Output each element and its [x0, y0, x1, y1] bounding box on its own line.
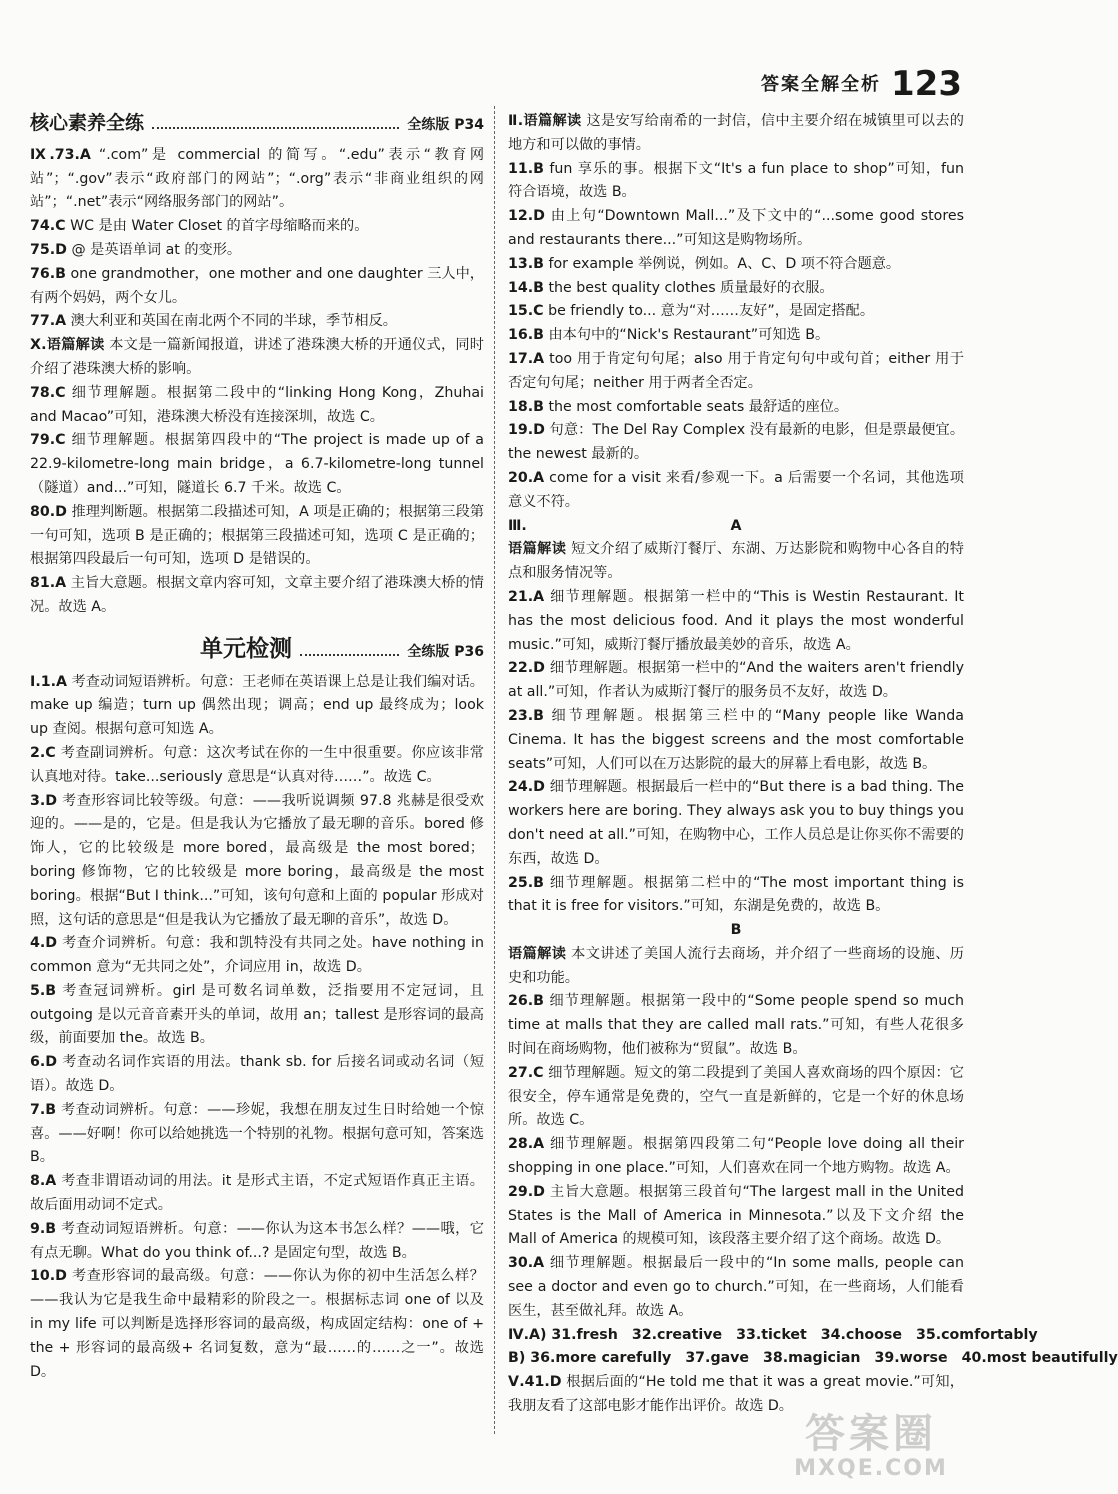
answer-number: 26.B — [508, 993, 544, 1010]
section-ref: 全练版 P34 — [407, 117, 484, 133]
answer-item — [508, 205, 964, 253]
answer-number: 7.B — [30, 1101, 57, 1118]
fill-answer: 33.ticket — [736, 1326, 807, 1343]
answer-number: 75.D — [30, 241, 67, 258]
answer-number: 6.D — [30, 1054, 58, 1071]
answer-text: 细节理解题。根据第一段中的“Some people spend so much time at malls that they are called mall rats.”可知，有些人花很多时间在商场购物，他们被称为“贸鼠”。故选 B。 — [508, 993, 964, 1058]
answer-text: 考查冠词辨析。girl 是可数名词单数，泛指要用不定冠词，且 outgoing 是以元音音素开头的单词，故用 an；tallest 是形容词的最高级，前面要加 the。故选 B。 — [30, 982, 484, 1047]
answer-number: 23.B — [508, 707, 544, 724]
answer-text: 细节理解题。短文的第二段提到了美国人喜欢商场的四个原因：它很安全，停车通常是免费的，空气一直是新鲜的，它是一个好的休息场所。故选 C。 — [508, 1064, 964, 1129]
leader-dots — [152, 115, 399, 129]
fill-answer: 32.creative — [631, 1326, 723, 1343]
fill-answer: 35.comfortably — [916, 1326, 1038, 1343]
answer-number: 8.A — [30, 1173, 57, 1190]
answer-text: 细节理解题。根据第二段中的“linking Hong Kong，Zhuhai and Macao”可知，港珠澳大桥没有连接深圳，故选 C。 — [30, 384, 485, 425]
answer-text: the most comfortable seats 最舒适的座位。 — [548, 398, 849, 415]
answer-number: 79.C — [30, 432, 66, 449]
answer-number: 4.D — [30, 935, 58, 952]
answer-item — [508, 253, 964, 277]
page-number: 123 — [891, 64, 962, 104]
answer-item — [30, 334, 484, 382]
answer-text: fun 享乐的事。根据下文“It's a fun place to shop”可知，fun 符合语境，故选 B。 — [508, 160, 964, 201]
answer-text: 考查介词辨析。句意：我和凯特没有共同之处。have nothing in common 意为“无共同之处”，介词应用 in，故选 D。 — [30, 935, 484, 976]
answer-number: 19.D — [508, 422, 545, 439]
answer-text: 由本句中的“Nick's Restaurant”可知选 B。 — [548, 327, 830, 344]
answer-text: WC 是由 Water Closet 的首字母缩略而来的。 — [70, 218, 369, 235]
answer-number: 24.D — [508, 779, 545, 796]
column-divider — [494, 106, 495, 1434]
answer-item — [30, 980, 484, 1051]
answer-number: 14.B — [508, 279, 544, 296]
answer-number: 77.A — [30, 313, 67, 330]
answer-list-part-3b — [508, 943, 964, 1324]
answer-text: 考查动词短语辨析。句意：王老师在英语课上总是让我们编对话。make up 编造；turn up 偶然出现；调高；end up 最终成为；look up 查阅。根据句意可知选 A。 — [30, 673, 484, 738]
answer-text: 根据后面的“He told me that it was a great movie.”可知，我朋友看了这部电影才能作出评价。故选 D。 — [508, 1374, 964, 1415]
fill-answer: 39.worse — [874, 1350, 948, 1367]
answer-item — [30, 263, 484, 311]
answer-item — [508, 396, 964, 420]
answer-item — [508, 872, 964, 920]
answer-item — [508, 348, 964, 396]
answer-text: 本文讲述了美国人流行去商场，并介绍了一些商场的设施、历史和功能。 — [508, 945, 964, 986]
answer-text: come for a visit 来看/参观一下。a 后需要一个名词，其他选项意义不符。 — [508, 469, 964, 510]
answer-text: 澳大利亚和英国在南北两个不同的半球，季节相反。 — [70, 313, 397, 330]
answer-item — [508, 1062, 964, 1133]
answer-text: 细节理解题。根据第二栏中的“The most important thing is that it is free for visitors.”可知，东湖是免费的，故选 B。 — [508, 874, 964, 915]
fill-answer: 38.magician — [763, 1350, 861, 1367]
answer-number: 5.B — [30, 982, 57, 999]
answer-number: 12.D — [508, 208, 545, 225]
part-4-row-a — [508, 1324, 1038, 1348]
answer-item — [30, 932, 484, 980]
answer-item — [30, 239, 484, 263]
answer-text: 细节理解题。根据最后一段中的“In some malls, people can see a doctor and even go to church.”可知，在一些商场，人们能看医生，甚至做礼拜。故选 A。 — [508, 1255, 964, 1319]
answer-item — [30, 1265, 484, 1384]
page-header — [761, 62, 962, 102]
answer-item — [30, 215, 484, 239]
answer-item — [508, 776, 964, 871]
answer-item — [30, 429, 484, 500]
answer-text: 这是安写给南希的一封信，信中主要介绍在城镇里可以去的地方和可以做的事情。 — [508, 113, 964, 153]
answer-list-core — [30, 144, 484, 620]
answer-number: Ⅰ.1.A — [30, 673, 67, 690]
answer-text: 细节理解题。根据最后一栏中的“But there is a bad thing. The workers here are boring. They always ask you to buy things you don't need at all.”可知，在购物中心，工作人员总是让你买你不需要的东西，故选 D。 — [508, 779, 964, 867]
answer-item — [508, 324, 964, 348]
answer-number: 80.D — [30, 503, 67, 520]
answer-text: 由上句“Downtown Mall...”及下文中的“...some good stores and restaurants there...”可知这是购物场所。 — [508, 208, 964, 248]
section-ref: 全练版 P36 — [407, 643, 484, 660]
answer-text: 细节理解题。根据第一栏中的“And the waiters aren't friendly at all.”可知，作者认为威斯汀餐厅的服务员不友好，故选 D。 — [508, 660, 964, 701]
watermark-url: MXQE.COM — [794, 1456, 948, 1481]
answer-text: 细节理解题。根据第三栏中的“Many people like Wanda Cinema. It has the biggest screens and the most comfortable seats”可知，人们可以在万达影院的最大的屏幕上看电影，故选 B。 — [508, 707, 964, 772]
answer-item — [508, 419, 964, 467]
answer-item — [30, 310, 484, 334]
answer-item — [508, 1252, 964, 1323]
answer-item — [508, 1181, 964, 1252]
answer-item — [508, 110, 964, 158]
section-title: 单元检测 — [200, 635, 292, 662]
answer-number: 28.A — [508, 1136, 545, 1153]
answer-number: 20.A — [508, 469, 545, 486]
answer-number: 27.C — [508, 1064, 544, 1081]
watermark-logo — [766, 1412, 976, 1482]
answer-number: 9.B — [30, 1220, 57, 1237]
answer-text: 短文介绍了威斯汀餐厅、东湖、万达影院和购物中心各自的特点和服务情况等。 — [508, 541, 964, 582]
answer-item — [30, 1051, 484, 1099]
answer-item — [508, 943, 964, 991]
answer-number: 11.B — [508, 160, 544, 177]
answer-number: Ⅸ.73.A — [30, 146, 91, 163]
fill-answer: 40.most beautifully — [961, 1350, 1118, 1367]
answer-text: 考查动名词作宾语的用法。thank sb. for 后接名词或动名词（短语）。故选 D。 — [30, 1054, 485, 1095]
answer-number: Ⅴ.41.D — [508, 1374, 562, 1391]
answer-number: 21.A — [508, 588, 545, 605]
answer-number: 16.B — [508, 327, 544, 344]
answer-text: the best quality clothes 质量最好的衣服。 — [548, 279, 834, 296]
answer-item — [30, 382, 484, 430]
answer-item — [508, 538, 964, 586]
part-b-label: B — [730, 922, 742, 939]
section-heading-core — [30, 112, 484, 138]
answer-number: 30.A — [508, 1255, 545, 1272]
answer-text: 考查非谓语动词的用法。it 是形式主语，不定式短语作真正主语。故后面用动词不定式。 — [30, 1173, 484, 1214]
answer-number: 2.C — [30, 744, 56, 761]
answer-number: 25.B — [508, 874, 544, 891]
answer-text: 主旨大意题。根据第三段首句“The largest mall in the United States is the Mall of America in Minnesota.”以及下文介绍 the Mall of America 的规模可知，该段落主要介绍了这个商场。故选 D。 — [508, 1183, 964, 1248]
answer-item — [30, 1170, 484, 1218]
answer-number: 81.A — [30, 575, 67, 592]
fill-answer: Ⅳ.A) 31.fresh — [508, 1326, 618, 1343]
answer-text: too 用于肯定句句尾；also 用于肯定句句中或句首；either 用于否定句句尾；neither 用于两者全否定。 — [508, 350, 965, 391]
answer-item — [508, 705, 964, 776]
section-heading-unit-test — [30, 635, 484, 665]
answer-item — [508, 990, 964, 1061]
answer-item — [508, 277, 964, 301]
answer-item — [508, 158, 964, 206]
answer-text: “.com”是 commercial 的简写。“.edu”表示“教育网站”；“.gov”表示“政府部门的网站”；“.org”表示“非商业组织的网站”；“.net”表示“网络服务部门的网站”。 — [30, 146, 485, 211]
section-title: 核心素养全练 — [30, 112, 145, 134]
answer-text: 细节理解题。根据第一栏中的“This is Westin Restaurant. It has the most delicious food. And it plays the most wonderful music.”可知，威斯汀餐厅播放最美妙的音乐，故选 A。 — [508, 588, 964, 653]
fill-answer: 34.choose — [820, 1326, 902, 1343]
answer-text: 细节理解题。根据第四段中的“The project is made up of a 22.9-kilometre-long main bridge，a 6.7-kilometre-long tunnel（隧道）and...”可知，隧道长 6.7 千米。故选 C。 — [30, 432, 484, 496]
header-title: 答案全解全析 — [761, 74, 882, 95]
answer-number: 29.D — [508, 1183, 545, 1200]
answer-list-part-2 — [508, 110, 964, 515]
answer-item — [30, 790, 484, 933]
answer-number: 10.D — [30, 1268, 67, 1285]
answer-text: 细节理解题。根据第四段第二句“People love doing all their shopping in one place.”可知，人们喜欢在同一个地方购物。故选 A。 — [508, 1136, 964, 1177]
answer-item — [508, 1133, 964, 1181]
answer-number: 13.B — [508, 255, 544, 272]
answer-item — [30, 671, 484, 742]
answer-number: 74.C — [30, 218, 66, 235]
answer-text: 句意：The Del Ray Complex 没有最新的电影，但是票最便宜。the newest 最新的。 — [508, 422, 965, 463]
answer-item — [30, 144, 484, 215]
answer-text: one grandmother，one mother and one daughter 三人中，有两个妈妈，两个女儿。 — [30, 265, 484, 306]
answer-number: 语篇解读 — [508, 945, 567, 962]
answer-text: 考查副词辨析。句意：这次考试在你的一生中很重要。你应该非常认真地对待。take...seriously 意思是“认真对待……”。故选 C。 — [30, 744, 484, 785]
answer-item — [30, 501, 484, 572]
answer-text: for example 举例说，例如。A、C、D 项不符合题意。 — [548, 255, 901, 272]
answer-text: 考查动词短语辨析。句意：——你认为这本书怎么样？——哦，它有点无聊。What do you think of...? 是固定句型，故选 B。 — [30, 1220, 484, 1261]
answer-item — [30, 1099, 484, 1170]
answer-number: 15.C — [508, 303, 544, 320]
part-3-label: Ⅲ. — [508, 517, 527, 534]
answer-number: 76.B — [30, 265, 66, 282]
left-column — [30, 110, 484, 1454]
answer-item — [30, 1218, 484, 1266]
answer-number: 3.D — [30, 792, 58, 809]
answer-item — [508, 586, 964, 657]
answer-text: @ 是英语单词 at 的变形。 — [71, 241, 242, 258]
watermark-text: 答案圈 — [805, 1411, 937, 1457]
fill-answer: B) 36.more carefully — [508, 1350, 672, 1367]
part-a-label: A — [730, 517, 742, 534]
answer-number: 78.C — [30, 384, 66, 401]
answer-number: 22.D — [508, 660, 545, 677]
answer-text: be friendly to... 意为“对……友好”，是固定搭配。 — [548, 303, 875, 320]
answer-number: 17.A — [508, 350, 545, 367]
leader-dots — [300, 642, 399, 656]
answer-text: 推理判断题。根据第二段描述可知，A 项是正确的；根据第三段第一句可知，选项 B 是正确的；根据第三段描述可知，选项 C 是正确的；根据第四段最后一句可知，选项 D 是错误的。 — [30, 503, 485, 568]
answer-item — [508, 300, 964, 324]
answer-list-part-3a — [508, 538, 964, 919]
answer-text: 考查动词辨析。句意：——珍妮，我想在朋友过生日时给她一个惊喜。——好啊！你可以给她挑选一个特别的礼物。根据句意可知，答案选 B。 — [30, 1101, 485, 1166]
answer-list-unit-test — [30, 671, 484, 1385]
right-column — [508, 110, 1118, 1454]
answer-number: Ⅱ.语篇解读 — [508, 113, 582, 129]
answer-text: 主旨大意题。根据文章内容可知，文章主要介绍了港珠澳大桥的情况。故选 A。 — [30, 575, 484, 615]
answer-number: 语篇解读 — [508, 541, 567, 558]
answer-number: 18.B — [508, 398, 544, 415]
answer-item — [508, 467, 964, 515]
answer-item — [30, 572, 484, 620]
answer-number: Ⅹ.语篇解读 — [30, 337, 105, 354]
answer-item — [508, 657, 964, 705]
answer-text: 本文是一篇新闻报道，讲述了港珠澳大桥的开通仪式，同时介绍了港珠澳大桥的影响。 — [30, 337, 484, 377]
answer-text: 考查形容词的最高级。句意：——你认为你的初中生活怎么样？——我认为它是我生命中最精彩的阶段之一。根据标志词 one of 以及 in my life 可以判断是选择形容词的最高级，构成固定结构：one of + the + 形容词的最高级+ 名词复数，意为“最……的……之一”。故选 D。 — [30, 1268, 484, 1380]
answer-text: 考查形容词比较等级。句意：——我听说调频 97.8 兆赫是很受欢迎的。——是的，它是。但是我认为它播放了最无聊的音乐。bored 修饰人，它的比较级是 more bored，最高级是 the most bored；boring 修饰物，它的比较级是 more boring，最高级是 the most boring。根据“But I think...”可知，该句句意和上面的 popular 形成对照，这句话的意思是“但是我认为它播放了最无聊的音乐”，故选 D。 — [30, 792, 484, 928]
fill-answer: 37.gave — [685, 1350, 750, 1367]
answer-item — [30, 742, 484, 790]
part-4-row-b — [508, 1347, 1118, 1371]
